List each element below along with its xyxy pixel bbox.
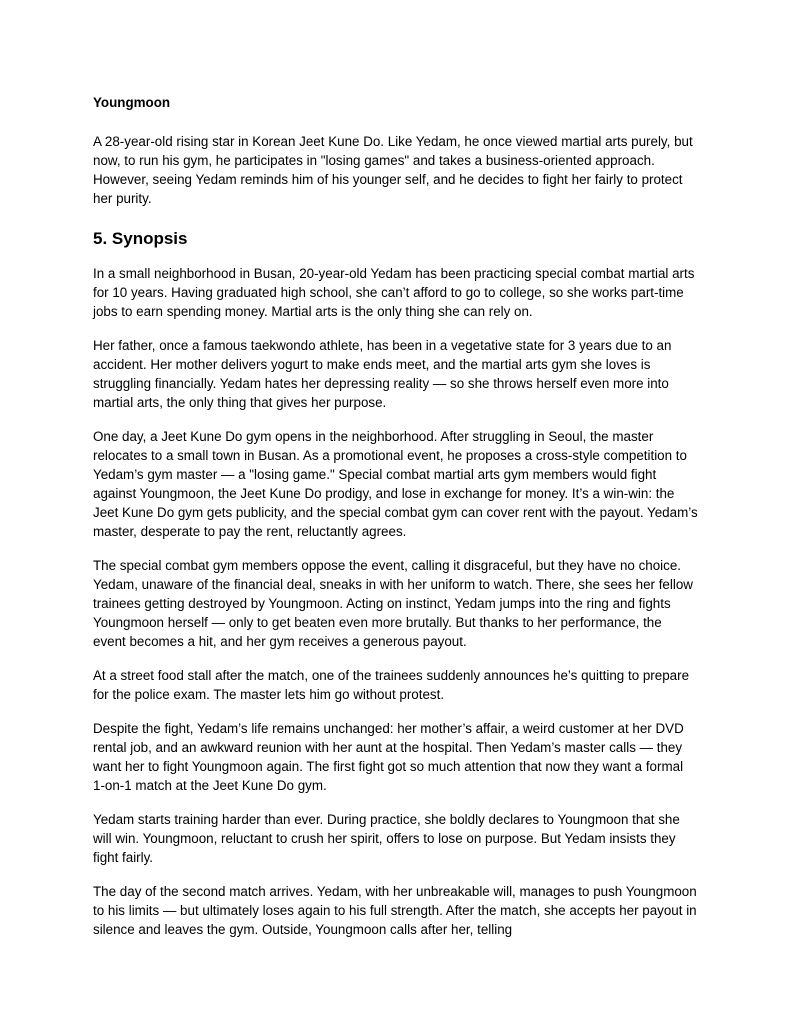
section-heading-synopsis: 5. Synopsis: [93, 229, 188, 248]
character-description: A 28-year-old rising star in Korean Jeet Kune Do. Like Yedam, he once viewed martial arts purely, but now, to run his gym, he participates in "losing games" and takes a business-oriented approach. However, seeing Yedam reminds him of his younger self, and he decides to fight her fairly to protect her purity.: [93, 134, 693, 206]
synopsis-paragraph: One day, a Jeet Kune Do gym opens in the neighborhood. After struggling in Seoul, the master relocates to a small town in Busan. As a promotional event, he proposes a cross-style competition to Yedam’s gym master — a "losing game." Special combat martial arts gym members would fight against Youngmoon, the Jeet Kune Do prodigy, and lose in exchange for money. It’s a win-win: the Jeet Kune Do gym gets publicity, and the special combat gym can cover rent with the payout. Yedam’s master, desperate to pay the rent, reluctantly agrees.: [93, 429, 698, 539]
synopsis-paragraph: In a small neighborhood in Busan, 20-year-old Yedam has been practicing special combat martial arts for 10 years. Having graduated high school, she can’t afford to go to college, so she works part-time jobs to earn spending money. Martial arts is the only thing she can rely on.: [93, 266, 695, 319]
character-name-heading: Youngmoon: [93, 95, 171, 110]
synopsis-paragraph: Despite the fight, Yedam’s life remains unchanged: her mother’s affair, a weird customer at her DVD rental job, and an awkward reunion with her aunt at the hospital. Then Yedam’s master calls — they want her to fight Youngmoon again. The first fight got so much attention that now they want a formal 1-on-1 match at the Jeet Kune Do gym.: [93, 721, 684, 793]
synopsis-paragraph: Her father, once a famous taekwondo athlete, has been in a vegetative state for 3 years due to an accident. Her mother delivers yogurt to make ends meet, and the martial arts gym she loves is struggling financially. Yedam hates her depressing reality — so she throws herself even more into martial arts, the only thing that gives her purpose.: [93, 338, 672, 410]
synopsis-paragraph: At a street food stall after the match, one of the trainees suddenly announces he’s quitting to prepare for the police exam. The master lets him go without protest.: [93, 668, 690, 702]
synopsis-paragraph: The special combat gym members oppose the event, calling it disgraceful, but they have no choice. Yedam, unaware of the financial deal, sneaks in with her uniform to watch. There, she sees her fellow trainees getting destroyed by Youngmoon. Acting on instinct, Yedam jumps into the ring and fights Youngmoon herself — only to get beaten even more brutally. But thanks to her performance, the event becomes a hit, and her gym receives a generous payout.: [93, 558, 693, 649]
synopsis-paragraph: Yedam starts training harder than ever. During practice, she boldly declares to Youngmoon that she will win. Youngmoon, reluctant to crush her spirit, offers to lose on purpose. But Yedam insists they fight fairly.: [93, 812, 680, 865]
document-page: [93, 93, 698, 954]
synopsis-paragraph: The day of the second match arrives. Yedam, with her unbreakable will, manages to push Youngmoon to his limits — but ultimately loses again to his full strength. After the match, she accepts her payout in silence and leaves the gym. Outside, Youngmoon calls after her, telling: [93, 884, 697, 937]
